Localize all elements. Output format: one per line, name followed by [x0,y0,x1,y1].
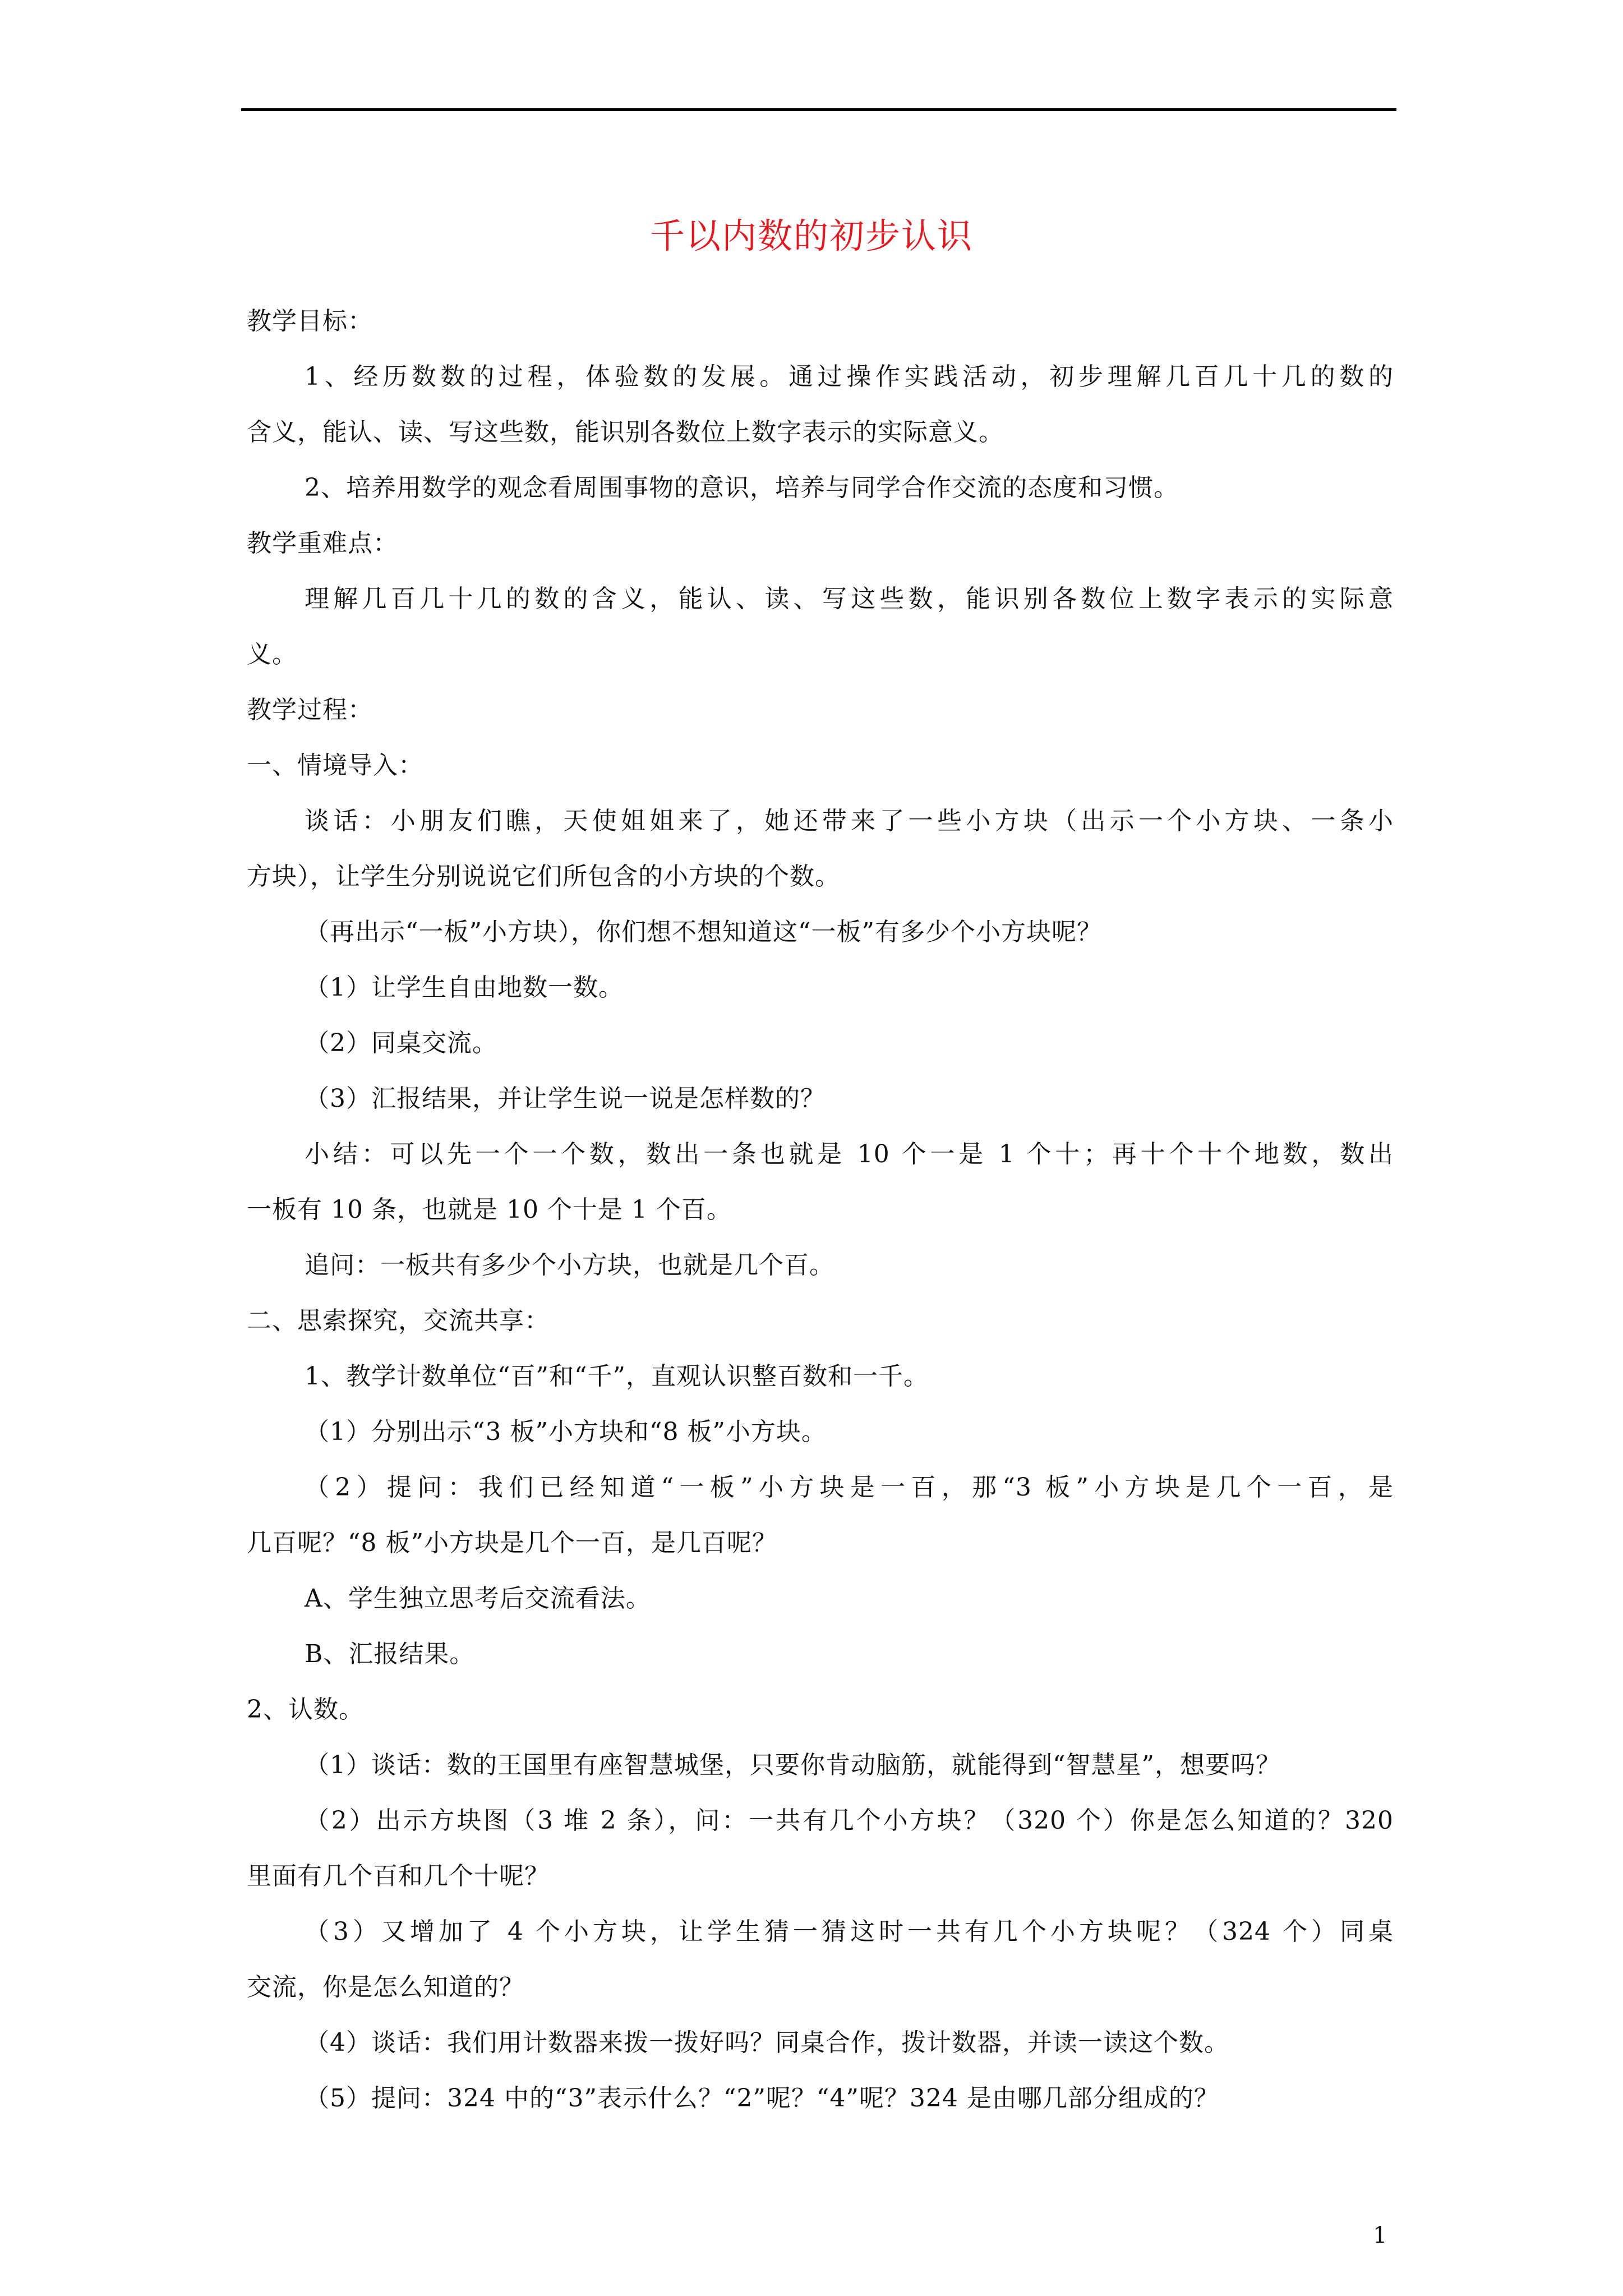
list-item: B、汇报结果。 [305,1640,475,1668]
section-heading-key-points: 教学重难点： [247,529,398,558]
paragraph-line: 义。 [247,640,297,669]
section-heading-counting: 2、认数。 [247,1695,364,1724]
paragraph-line: （再出示“一板”小方块），你们想不想知道这“一板”有多少个小方块呢？ [305,918,1102,946]
list-item: A、学生独立思考后交流看法。 [305,1584,651,1613]
list-item: （2）出示方块图（3 堆 2 条），问：一共有几个小方块？（320 个）你是怎么知道的？320 [305,1806,1394,1835]
paragraph-line: 方块），让学生分别说说它们所包含的小方块的个数。 [247,862,840,891]
list-item: （2）提问：我们已经知道“一板”小方块是一百，那“3 板”小方块是几个一百，是 [305,1473,1394,1502]
document-body [247,293,1394,2126]
list-item: （2）同桌交流。 [305,1029,497,1057]
paragraph-line: 里面有几个百和几个十呢？ [247,1862,550,1890]
paragraph-line: 理解几百几十几的数的含义，能认、读、写这些数，能识别各数位上数字表示的实际意 [305,585,1394,613]
list-item: （5）提问：324 中的“3”表示什么？“2”呢？“4”呢？324 是由哪几部分组成的？ [305,2084,1219,2113]
section-heading-intro: 一、情境导入： [247,751,423,780]
list-item: （1）让学生自由地数一数。 [305,973,624,1002]
section-heading-process: 教学过程： [247,696,373,724]
paragraph-line: 小结：可以先一个一个数，数出一条也就是 10 个一是 1 个十；再十个十个地数，数出 [305,1140,1394,1168]
document-title: 千以内数的初步认识 [649,215,973,256]
paragraph-line: 追问：一板共有多少个小方块，也就是几个百。 [305,1251,834,1280]
paragraph-line: 1、经历数数的过程，体验数的发展。通过操作实践活动，初步理解几百几十几的数的 [305,362,1394,391]
paragraph-line: 2、培养用数学的观念看周围事物的意识，培养与同学合作交流的态度和习惯。 [305,473,1179,502]
section-heading-objectives: 教学目标： [247,307,373,335]
paragraph-line: 交流，你是怎么知道的？ [247,1973,524,2001]
section-heading-explore: 二、思索探究，交流共享： [247,1306,550,1335]
list-item: （1）分别出示“3 板”小方块和“8 板”小方块。 [305,1418,827,1446]
paragraph-line: 几百呢？“8 板”小方块是几个一百，是几百呢？ [247,1529,777,1557]
header-rule [241,108,1396,111]
list-item: （4）谈话：我们用计数器来拨一拨好吗？同桌合作，拨计数器，并读一读这个数。 [305,2028,1229,2057]
paragraph-line: 一板有 10 条，也就是 10 个十是 1 个百。 [247,1195,732,1224]
paragraph-line: 谈话：小朋友们瞧，天使姐姐来了，她还带来了一些小方块（出示一个小方块、一条小 [305,807,1394,835]
list-item: （3）汇报结果，并让学生说一说是怎样数的？ [305,1084,826,1113]
paragraph-line: 含义，能认、读、写这些数，能识别各数位上数字表示的实际意义。 [247,418,1004,447]
list-item: （1）谈话：数的王国里有座智慧城堡，只要你肯动脑筋，就能得到“智慧星”，想要吗？ [305,1751,1281,1779]
list-item: （3）又增加了 4 个小方块，让学生猜一猜这时一共有几个小方块呢？（324 个）同桌 [305,1917,1394,1946]
page-number: 1 [1373,2223,1387,2248]
paragraph-line: 1、教学计数单位“百”和“千”，直观认识整百数和一千。 [305,1362,929,1391]
